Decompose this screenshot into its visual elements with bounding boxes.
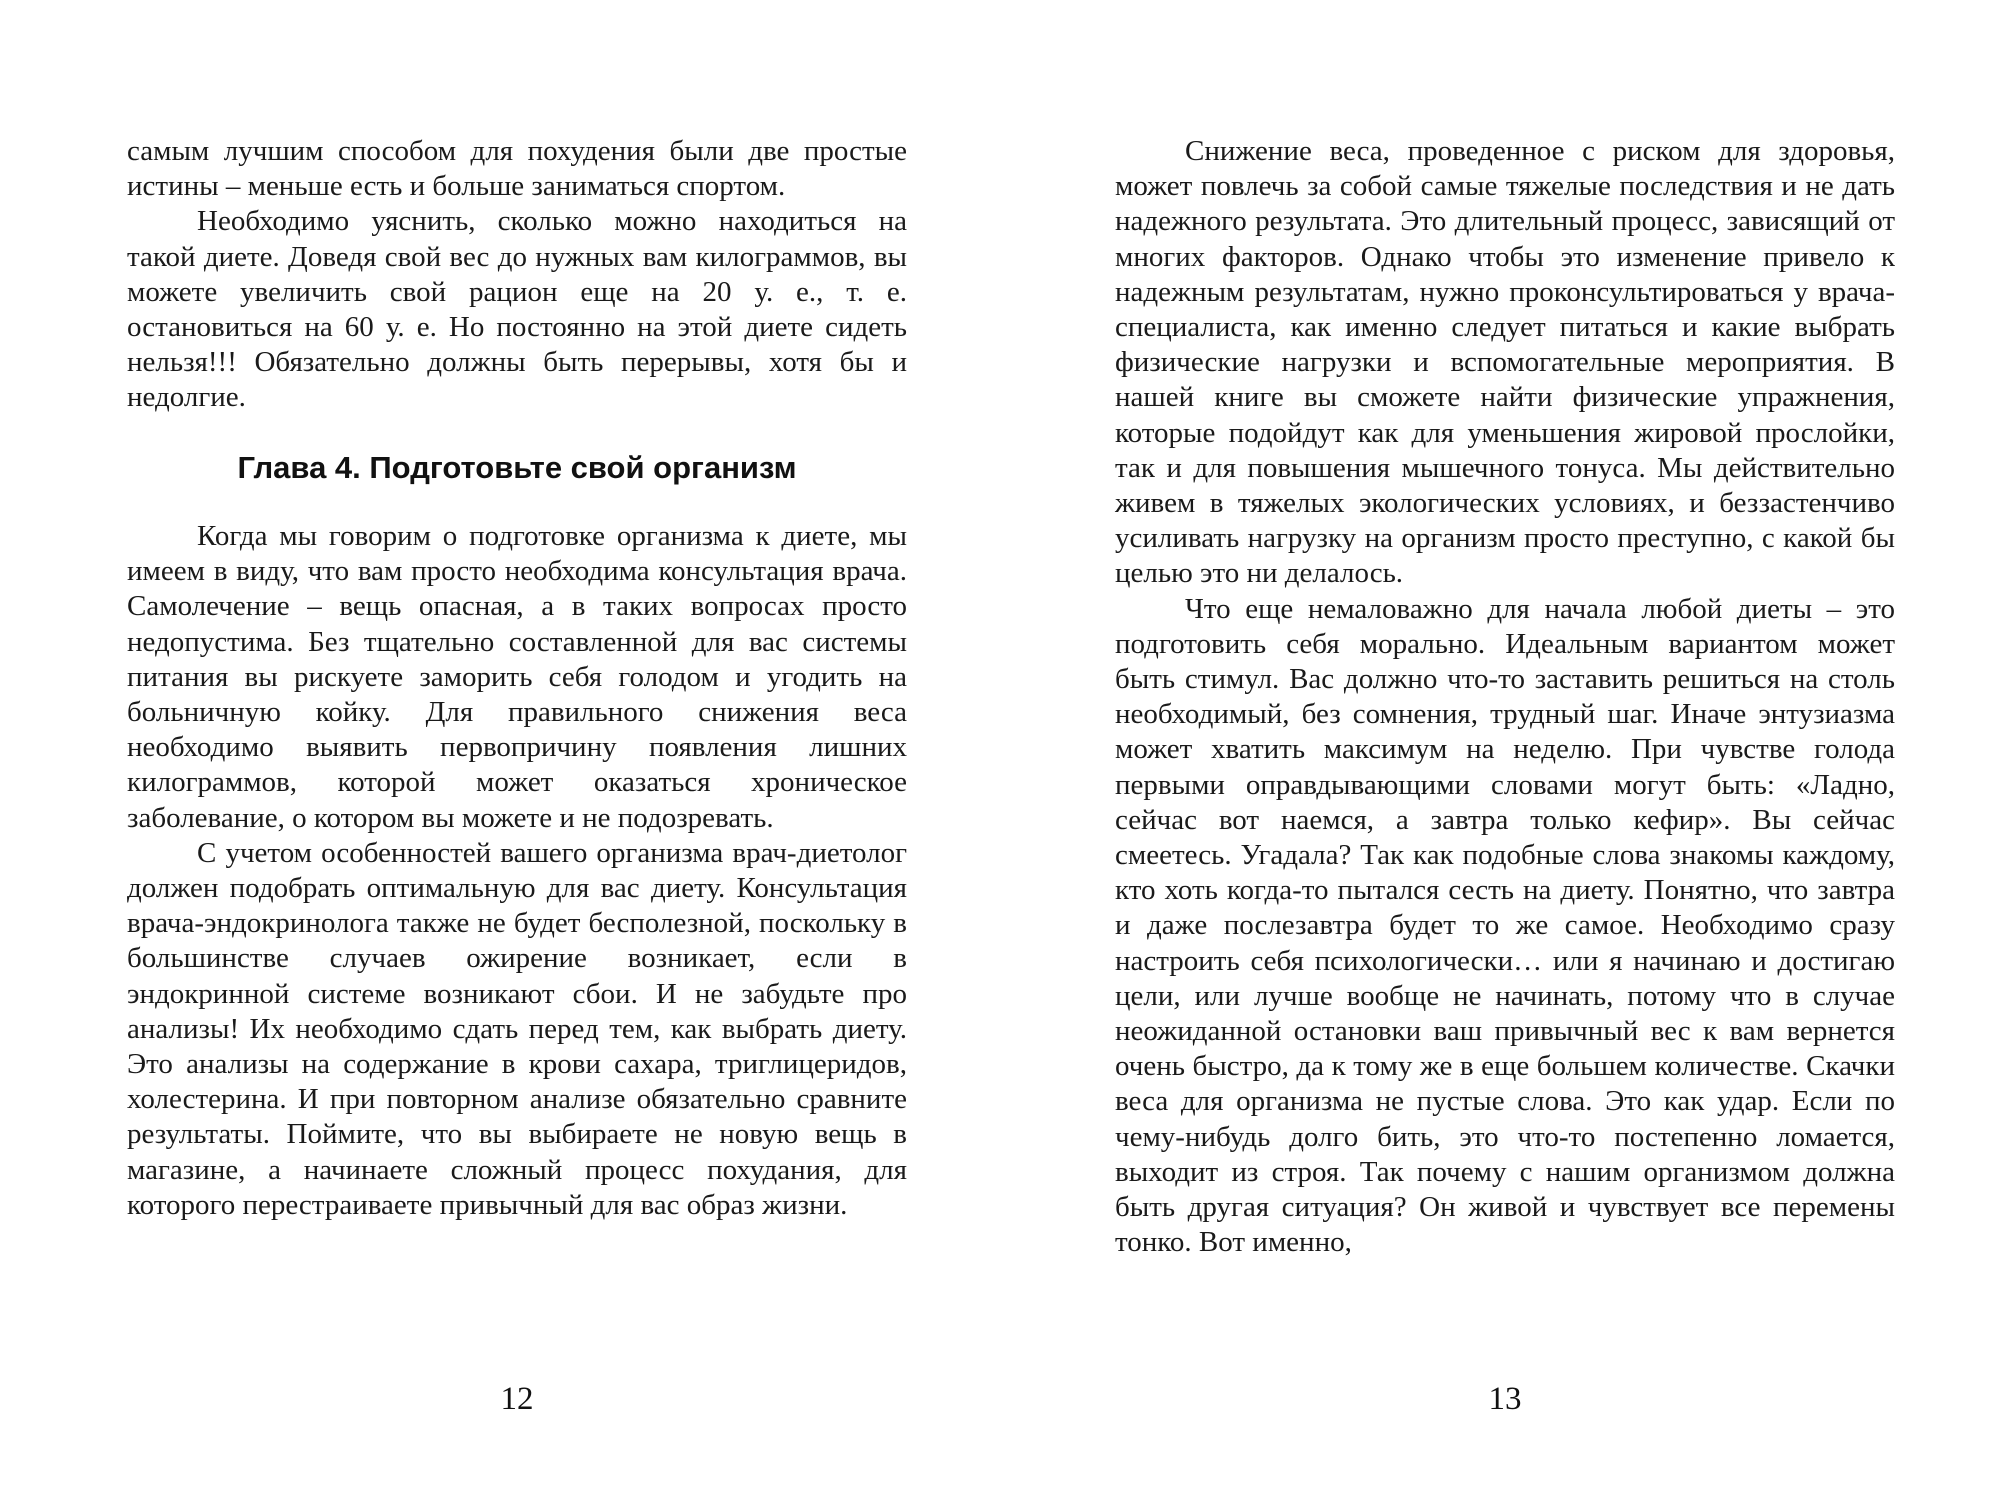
paragraph: самым лучшим способом для похудения были две простые истины – меньше есть и больше заниматься спортом. xyxy=(127,135,907,203)
paragraph: Снижение веса, проведенное с риском для здоровья, может повлечь за собой самые тяжелые последствия и не дать надежного результата. Это длительный процесс, зависящий от многих факторов. Однако чтобы это изменение привело к надежным результатам, нужно проконсультироваться у врача-специалиста, как именно следует питаться и какие выбрать физические нагрузки и вспомогательные мероприятия. В нашей книге вы сможете найти физические упражнения, которые подойдут как для уменьшения жировой прослойки, так и для повышения мышечного тонуса. Мы действительно живем в тяжелых экологических условиях, и беззастенчиво усиливать нагрузку на организм просто преступно, с какой бы целью это ни делалось. xyxy=(1115,135,1895,590)
chapter-heading: Глава 4. Подготовьте свой организм xyxy=(237,450,797,485)
paragraph: Необходимо уяснить, сколько можно находиться на такой диете. Доведя свой вес до нужных вам килограммов, вы можете увеличить свой рацион еще на 20 у. е., т. е. остановиться на 60 у. е. Но постоянно на этой диете сидеть нельзя!!! Обязательно должны быть перерывы, хотя бы и недолгие. xyxy=(127,205,907,414)
page-number-right: 13 xyxy=(1488,1381,1522,1417)
left-page-text-top xyxy=(127,134,907,416)
right-page-text xyxy=(1115,134,1895,1261)
right-page xyxy=(1115,0,1895,1495)
paragraph: Когда мы говорим о подготовке организма к диете, мы имеем в виду, что вам просто необходима консультация врача. Самолечение – вещь опасная, а в таких вопросах просто недопустима. Без тщательно составленной для вас системы питания вы рискуете заморить себя голодом и угодить на больничную койку. Для правильного снижения веса необходимо выявить первопричину появления лишних килограммов, которой может оказаться хроническое заболевание, о котором вы можете и не подозревать. xyxy=(127,520,907,834)
left-page-text-bottom xyxy=(127,519,907,1223)
paragraph: Что еще немаловажно для начала любой диеты – это подготовить себя морально. Идеальным вариантом может быть стимул. Вас должно что-то заставить решиться на столь необходимый, без сомнения, трудный шаг. Иначе энтузиазма может хватить максимум на неделю. При чувстве голода первыми оправдывающими словами могут быть: «Ладно, сейчас вот наемся, а завтра только кефир». Вы сейчас смеетесь. Угадала? Так как подобные слова знакомы каждому, кто хоть когда-то пытался сесть на диету. Понятно, что завтра и даже послезавтра будет то же самое. Необходимо сразу настроить себя психологически… или я начинаю и достигаю цели, или лучше вообще не начинать, потому что в случае неожиданной остановки ваш привычный вес к вам вернется очень быстро, да к тому же в еще большем количестве. Скачки веса для организма не пустые слова. Это как удар. Если по чему-нибудь долго бить, это что-то постепенно ломается, выходит из строя. Так почему с нашим организмом должна быть другая ситуация? Он живой и чувствует все перемены тонко. Вот именно, xyxy=(1115,592,1895,1259)
page-number-left: 12 xyxy=(500,1381,534,1417)
left-page xyxy=(127,0,907,1495)
paragraph: С учетом особенностей вашего организма врач-диетолог должен подобрать оптимальную для вас диету. Консультация врача-эндокринолога также не будет бесполезной, поскольку в большинстве случаев ожирение возникает, если в эндокринной системе возникают сбои. И не забудьте про анализы! Их необходимо сдать перед тем, как выбрать диету. Это анализы на содержание в крови сахара, триглицеридов, холестерина. И при повторном анализе обязательно сравните результаты. Поймите, что вы выбираете не новую вещь в магазине, а начинаете сложный процесс похудания, для которого перестраиваете привычный для вас образ жизни. xyxy=(127,836,907,1221)
